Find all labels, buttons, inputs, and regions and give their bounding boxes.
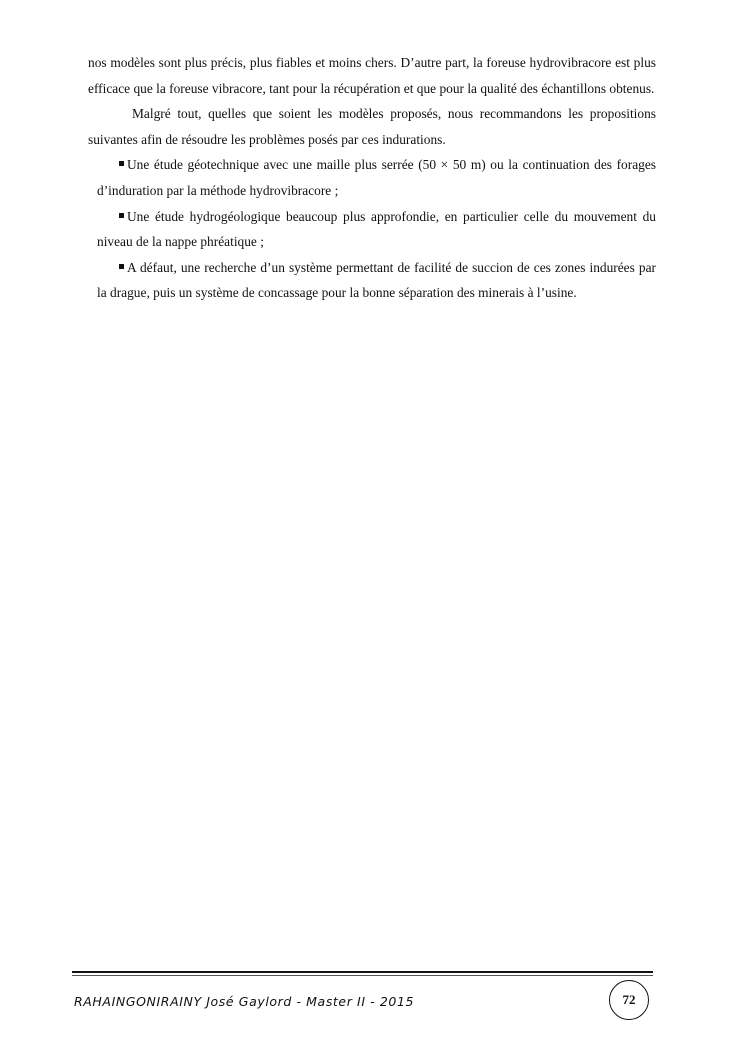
bullet-text: Une étude géotechnique avec une maille plus serrée (50 × 50 m) ou la continuation des forages d’induration par la méthode hydrovibracore ; [97, 157, 656, 198]
bullet-item [88, 204, 656, 255]
paragraph: Malgré tout, quelles que soient les modèles proposés, nous recommandons les propositions suivantes afin de résoudre les problèmes posés par ces indurations. [88, 106, 656, 147]
square-bullet-icon [119, 264, 124, 269]
paragraph: nos modèles sont plus précis, plus fiables et moins chers. D’autre part, la foreuse hydrovibracore est plus efficace que la foreuse vibracore, tant pour la récupération et que pour la qualité des échantillons obtenus. [88, 55, 656, 96]
page-number: 72 [609, 980, 649, 1020]
footer-divider [72, 971, 653, 973]
bullet-item [88, 152, 656, 203]
footer-author: RAHAINGONIRAINY José Gaylord - Master II - 2015 [74, 994, 415, 1009]
square-bullet-icon [119, 213, 124, 218]
bullet-text: Une étude hydrogéologique beaucoup plus approfondie, en particulier celle du mouvement du niveau de la nappe phréatique ; [97, 208, 656, 250]
body-text [88, 50, 656, 306]
bullet-text: A défaut, une recherche d’un système permettant de facilité de succion de ces zones indurées par la drague, puis un système de concassage pour la bonne séparation des minerais à l’usine. [97, 259, 656, 301]
bullet-item [88, 255, 656, 306]
footer-divider-thin [72, 975, 653, 976]
square-bullet-icon [119, 161, 124, 166]
